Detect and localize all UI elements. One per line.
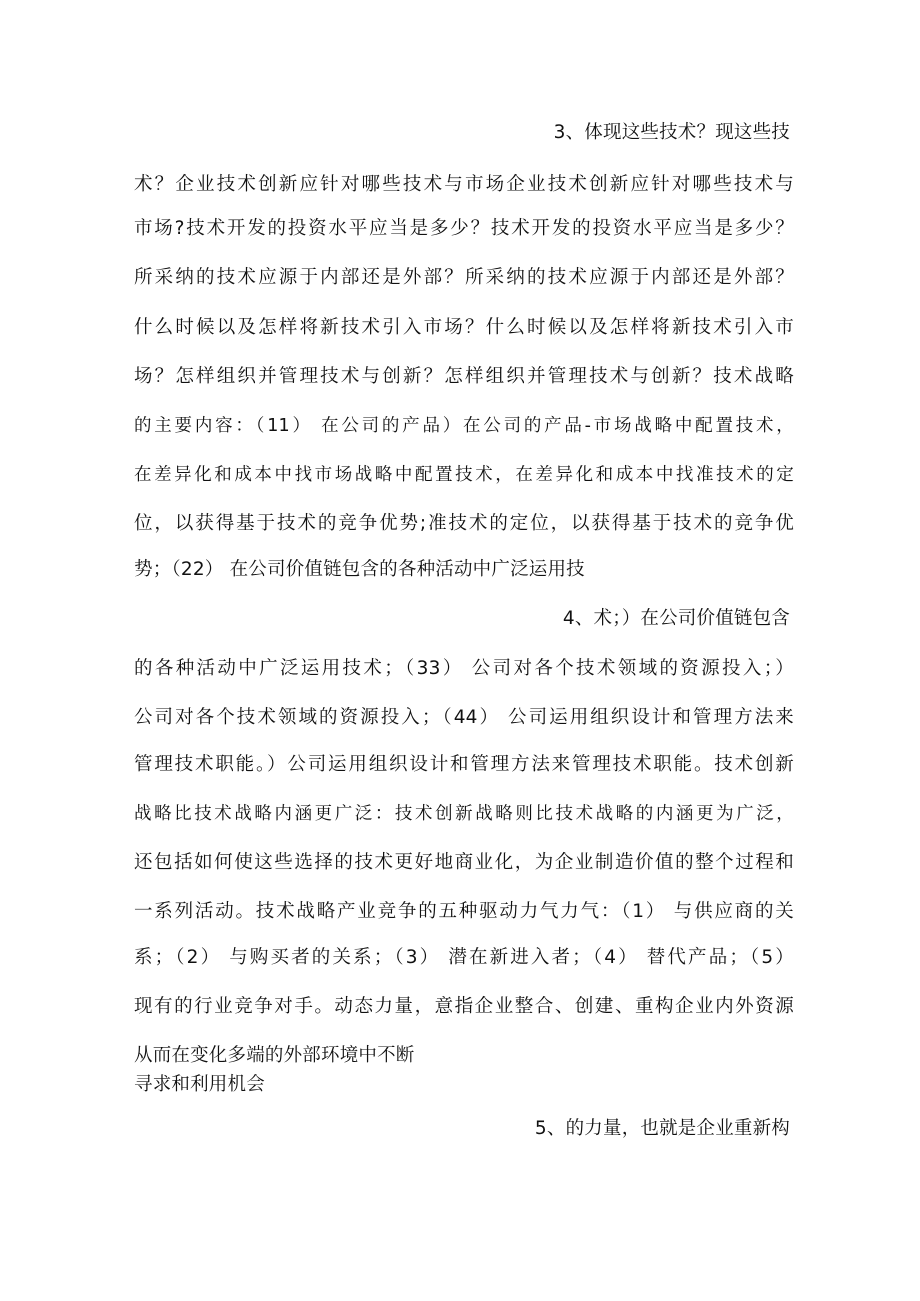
paragraph-line: 系；（2） 与购买者的关系；（3） 潜在新进入者；（4） 替代产品；（5） xyxy=(134,947,794,968)
paragraph-line: 在差异化和成本中找市场战略中配置技术，在差异化和成本中找准技术的定 xyxy=(134,465,794,485)
paragraph-line: 场？怎样组织并管理技术与创新？怎样组织并管理技术与创新？技术战略 xyxy=(134,366,794,387)
paragraph-line: 现有的行业竞争对手。动态力量，意指企业整合、创建、重构企业内外资源 xyxy=(134,996,794,1017)
paragraph-line: 的各种活动中广泛运用技术；（33） 公司对各个技术领域的资源投入；） xyxy=(134,658,794,679)
paragraph-line: 市场?技术开发的投资水平应当是多少？技术开发的投资水平应当是多少？ xyxy=(134,218,794,239)
paragraph-line: 管理技术职能。）公司运用组织设计和管理方法来管理技术职能。技术创新 xyxy=(134,754,794,775)
paragraph-line-heading-4: 4、术；）在公司价值链包含 xyxy=(562,608,790,629)
paragraph-line: 位，以获得基于技术的竞争优势;准技术的定位，以获得基于技术的竞争优 xyxy=(134,513,794,534)
paragraph-line-heading-3: 3、体现这些技术？现这些技 xyxy=(553,122,790,143)
paragraph-line: 寻求和利用机会 xyxy=(134,1074,265,1095)
paragraph-line: 所采纳的技术应源于内部还是外部？所采纳的技术应源于内部还是外部？ xyxy=(134,267,794,288)
paragraph-line: 公司对各个技术领域的资源投入；（44） 公司运用组织设计和管理方法来 xyxy=(134,707,794,728)
paragraph-line: 术？企业技术创新应针对哪些技术与市场企业技术创新应针对哪些技术与 xyxy=(134,174,794,195)
paragraph-line: 一系列活动。技术战略产业竞争的五种驱动力气力气：（1） 与供应商的关 xyxy=(134,901,794,922)
paragraph-line-heading-5: 5、的力量，也就是企业重新构 xyxy=(534,1118,790,1139)
paragraph-line: 从而在变化多端的外部环境中不断 xyxy=(134,1045,415,1066)
paragraph-line: 战略比技术战略内涵更广泛：技术创新战略则比技术战略的内涵更为广泛， xyxy=(134,804,794,824)
paragraph-line: 的主要内容：（11） 在公司的产品）在公司的产品-市场战略中配置技术， xyxy=(134,416,794,436)
paragraph-line: 什么时候以及怎样将新技术引入市场？什么时候以及怎样将新技术引入市 xyxy=(134,317,794,338)
paragraph-line: 势；（22） 在公司价值链包含的各种活动中广泛运用技 xyxy=(134,559,585,580)
paragraph-line: 还包括如何使这些选择的技术更好地商业化，为企业制造价值的整个过程和 xyxy=(134,852,794,873)
